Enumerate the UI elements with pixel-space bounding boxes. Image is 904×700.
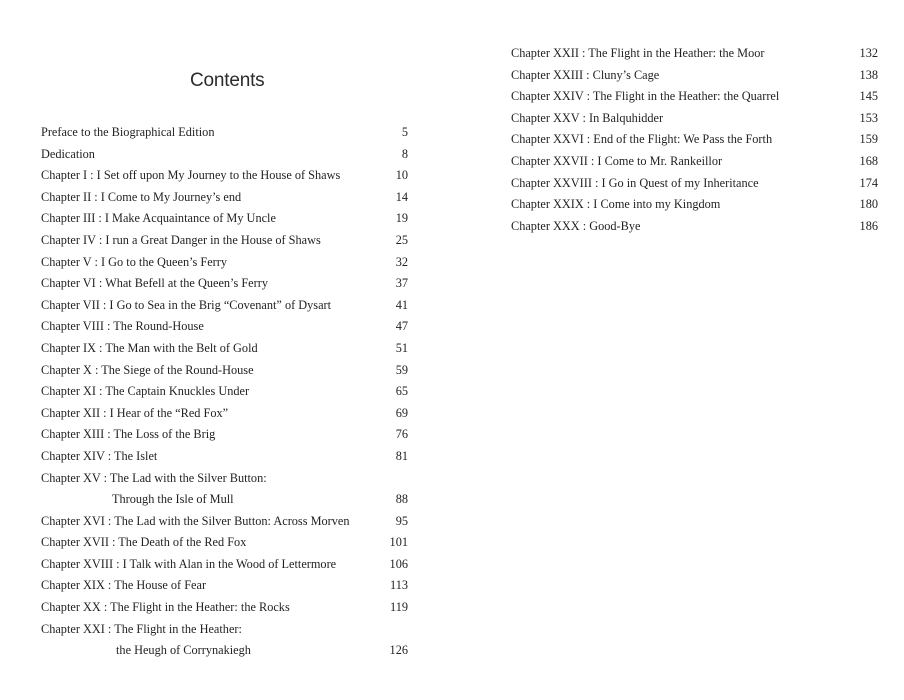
toc-entry-page: 145	[859, 89, 878, 104]
toc-entry-title: Chapter XIV : The Islet	[41, 448, 158, 463]
toc-entry-page: 186	[859, 218, 878, 233]
toc-entry-title: Through the Isle of Mull	[112, 492, 234, 507]
toc-entry[interactable]	[41, 597, 408, 619]
toc-entry[interactable]	[41, 295, 408, 317]
toc-entry-title: Chapter XXIV : The Flight in the Heather: the Quarrel	[511, 89, 780, 104]
toc-entry-title: Chapter XII : I Hear of the “Red Fox”	[41, 405, 229, 420]
toc-entry[interactable]	[41, 554, 408, 576]
toc-entry[interactable]	[511, 108, 878, 130]
toc-entry-continuation[interactable]	[41, 640, 408, 662]
toc-entry-page: 106	[389, 556, 408, 571]
toc-entry-page: 95	[395, 513, 408, 528]
toc-entry-title: the Heugh of Corrynakiegh	[116, 643, 251, 658]
toc-entry[interactable]	[511, 43, 878, 65]
toc-entry[interactable]	[41, 424, 408, 446]
toc-entry-title: Chapter XXI : The Flight in the Heather:	[41, 621, 242, 636]
toc-entry[interactable]	[41, 360, 408, 382]
toc-entry-page: 81	[395, 448, 408, 463]
toc-entry-title: Preface to the Biographical Edition	[41, 125, 215, 139]
toc-entry-page: 153	[859, 110, 878, 125]
toc-entry-title: Chapter X : The Siege of the Round-House	[41, 362, 254, 377]
toc-entry-title: Chapter XXV : In Balquhidder	[511, 110, 664, 125]
toc-entry-title: Chapter VIII : The Round-House	[41, 319, 204, 334]
toc-entry-page: 159	[859, 132, 878, 147]
toc-entry-continuation[interactable]	[41, 489, 408, 511]
toc-entry[interactable]	[41, 381, 408, 403]
toc-entry[interactable]	[41, 273, 408, 295]
toc-entry-title: Chapter XV : The Lad with the Silver Button:	[41, 470, 267, 485]
toc-entry-page: 59	[395, 362, 408, 377]
toc-entry-title: Chapter XX : The Flight in the Heather: the Rocks	[41, 600, 290, 615]
toc-entry-page: 14	[395, 189, 408, 204]
toc-entry[interactable]	[41, 316, 408, 338]
toc-entry[interactable]	[41, 208, 408, 230]
toc-entry-page: 41	[395, 297, 408, 312]
toc-right-column	[511, 43, 878, 237]
toc-entry-page: 101	[389, 535, 408, 550]
toc-entry[interactable]	[41, 338, 408, 360]
toc-entry-page: 119	[390, 600, 408, 615]
toc-entry[interactable]	[41, 468, 408, 490]
toc-entry-page: 88	[395, 492, 408, 507]
toc-entry-page: 76	[395, 427, 408, 442]
toc-entry[interactable]	[41, 122, 408, 144]
toc-entry-page: 174	[859, 175, 878, 190]
toc-entry[interactable]	[41, 575, 408, 597]
toc-entry-title: Chapter XI : The Captain Knuckles Under	[41, 384, 250, 399]
toc-entry-title: Chapter XXIX : I Come into my Kingdom	[511, 197, 721, 212]
toc-entry-page: 8	[401, 146, 408, 161]
toc-entry-page: 69	[395, 405, 408, 420]
toc-entry-page: 113	[390, 578, 408, 593]
toc-entry-title: Chapter XXVI : End of the Flight: We Pass the Forth	[511, 132, 773, 147]
toc-entry-title: Chapter I : I Set off upon My Journey to the House of Shaws	[41, 168, 341, 183]
toc-entry[interactable]	[511, 129, 878, 151]
toc-entry-title: Chapter IV : I run a Great Danger in the House of Shaws	[41, 232, 321, 247]
toc-entry[interactable]	[41, 230, 408, 252]
toc-entry-title: Chapter XXVIII : I Go in Quest of my Inheritance	[511, 175, 759, 190]
toc-entry-page: 19	[395, 211, 408, 226]
toc-entry[interactable]	[41, 165, 408, 187]
toc-entry-page: 51	[395, 340, 408, 355]
toc-entry-title: Chapter XXII : The Flight in the Heather: the Moor	[511, 46, 765, 60]
toc-entry[interactable]	[41, 252, 408, 274]
toc-entry[interactable]	[41, 511, 408, 533]
toc-entry-page: 65	[395, 384, 408, 399]
toc-entry-title: Chapter XXX : Good-Bye	[511, 218, 641, 233]
toc-entry[interactable]	[41, 619, 408, 641]
toc-entry-title: Chapter XXIII : Cluny’s Cage	[511, 67, 660, 82]
toc-entry[interactable]	[41, 403, 408, 425]
toc-entry[interactable]	[511, 151, 878, 173]
toc-entry-title: Dedication	[41, 146, 95, 161]
toc-entry[interactable]	[41, 446, 408, 468]
toc-entry-title: Chapter XVI : The Lad with the Silver Button: Across Morven	[41, 513, 350, 528]
page-title: Contents	[190, 70, 265, 91]
toc-entry-title: Chapter VI : What Befell at the Queen’s Ferry	[41, 276, 268, 291]
toc-entry[interactable]	[511, 194, 878, 216]
toc-entry-page: 10	[395, 168, 408, 183]
toc-entry[interactable]	[511, 173, 878, 195]
toc-entry-page: 32	[395, 254, 408, 269]
toc-entry-page: 5	[401, 125, 408, 139]
toc-entry-page: 138	[859, 67, 878, 82]
toc-entry[interactable]	[511, 216, 878, 238]
toc-entry-page: 37	[395, 276, 408, 291]
toc-entry-page: 180	[859, 197, 878, 212]
toc-entry-page: 47	[395, 319, 408, 334]
toc-entry-title: Chapter XXVII : I Come to Mr. Rankeillor	[511, 153, 723, 168]
toc-entry-page: 168	[859, 153, 878, 168]
toc-entry-page: 25	[395, 232, 408, 247]
toc-entry-title: Chapter XVII : The Death of the Red Fox	[41, 535, 247, 550]
toc-entry-page: 126	[389, 643, 408, 658]
toc-left-column	[41, 122, 408, 662]
toc-entry-page: 132	[859, 46, 878, 60]
toc-entry-title: Chapter VII : I Go to Sea in the Brig “Covenant” of Dysart	[41, 297, 332, 312]
toc-entry-title: Chapter XIII : The Loss of the Brig	[41, 427, 216, 442]
toc-entry[interactable]	[511, 86, 878, 108]
toc-entry-title: Chapter III : I Make Acquaintance of My Uncle	[41, 211, 276, 226]
toc-entry[interactable]	[41, 532, 408, 554]
toc-entry[interactable]	[511, 65, 878, 87]
toc-entry-title: Chapter V : I Go to the Queen’s Ferry	[41, 254, 228, 269]
toc-entry-title: Chapter XVIII : I Talk with Alan in the Wood of Lettermore	[41, 556, 337, 571]
toc-entry[interactable]	[41, 144, 408, 166]
toc-entry-title: Chapter IX : The Man with the Belt of Gold	[41, 340, 258, 355]
toc-entry[interactable]	[41, 187, 408, 209]
toc-entry-title: Chapter II : I Come to My Journey’s end	[41, 189, 242, 204]
toc-entry-title: Chapter XIX : The House of Fear	[41, 578, 207, 593]
